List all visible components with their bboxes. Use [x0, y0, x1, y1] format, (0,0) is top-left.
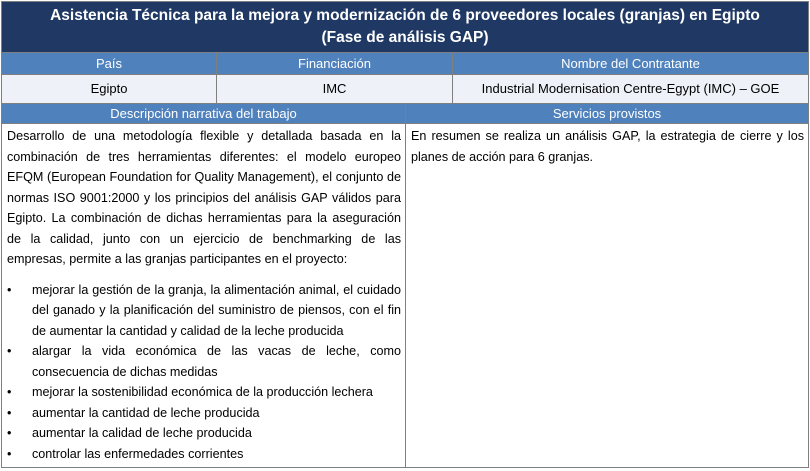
list-item-text: aumentar la cantidad de leche producida: [32, 405, 260, 420]
list-item: [7, 382, 401, 403]
bullet-icon: •: [7, 385, 12, 399]
bullet-icon: •: [7, 446, 12, 461]
bullet-icon: •: [7, 344, 12, 358]
pais-value: Egipto: [2, 75, 217, 103]
list-item: [7, 280, 401, 342]
header-row: [2, 53, 808, 75]
title-line-2: (Fase de análisis GAP): [321, 29, 489, 46]
list-item-text: alargar la vida económica de las vacas de leche, como consecuencia de dichas medidas: [32, 344, 401, 379]
servicios-text: En resumen se realiza un análisis GAP, la estrategia de cierre y los planes de acción para 6 granjas.: [411, 129, 804, 164]
list-item-text: controlar las enfermedades corrientes: [32, 446, 244, 461]
financiacion-value: IMC: [217, 75, 453, 103]
content-row: [2, 124, 808, 467]
descripcion-header: Descripción narrativa del trabajo: [2, 104, 406, 123]
contratante-header: Nombre del Contratante: [561, 56, 700, 71]
list-item: [7, 341, 401, 382]
values-row: [2, 75, 808, 104]
objectives-list: [7, 280, 401, 465]
financiacion-header: Financiación: [217, 53, 453, 74]
descripcion-intro: Desarrollo de una metodología flexible y detallada basada en la combinación de tres herramientas diferentes: el modelo europeo EFQM (European Foundation for Quality Management), el conjunto de normas ISO 9001:2000 y los principios del análisis GAP válidos para Egipto. La combinación de dichas herramientas para la aseguración de la calidad, junto con un ejercicio de benchmarking de las empresas, permite a las granjas participantes en el proyecto:: [7, 129, 401, 266]
bullet-icon: •: [7, 282, 12, 297]
list-item: [7, 403, 401, 424]
project-title: [2, 2, 808, 53]
title-line-1: Asistencia Técnica para la mejora y modernización de 6 proveedores locales (granjas) en Egipto: [50, 7, 760, 24]
list-item-text: aumentar la calidad de leche producida: [32, 426, 252, 440]
contratante-value: Industrial Modernisation Centre-Egypt (IMC) – GOE: [481, 81, 780, 96]
bullet-icon: •: [7, 426, 12, 440]
servicios-cell: [406, 124, 808, 467]
list-item-text: mejorar la sostenibilidad económica de la producción lechera: [32, 385, 373, 399]
servicios-header: Servicios provistos: [552, 106, 662, 121]
descripcion-cell: [2, 124, 406, 467]
section-header-row: [2, 104, 808, 124]
project-sheet: [1, 1, 809, 468]
list-item-text: mejorar la gestión de la granja, la alimentación animal, el cuidado del ganado y la planificación del suministro de piensos, con el fin de aumentar la cantidad y calidad de la leche producida: [32, 282, 401, 338]
list-item: [7, 444, 401, 465]
pais-header: País: [2, 53, 217, 74]
bullet-icon: •: [7, 405, 12, 420]
list-item: [7, 423, 401, 444]
